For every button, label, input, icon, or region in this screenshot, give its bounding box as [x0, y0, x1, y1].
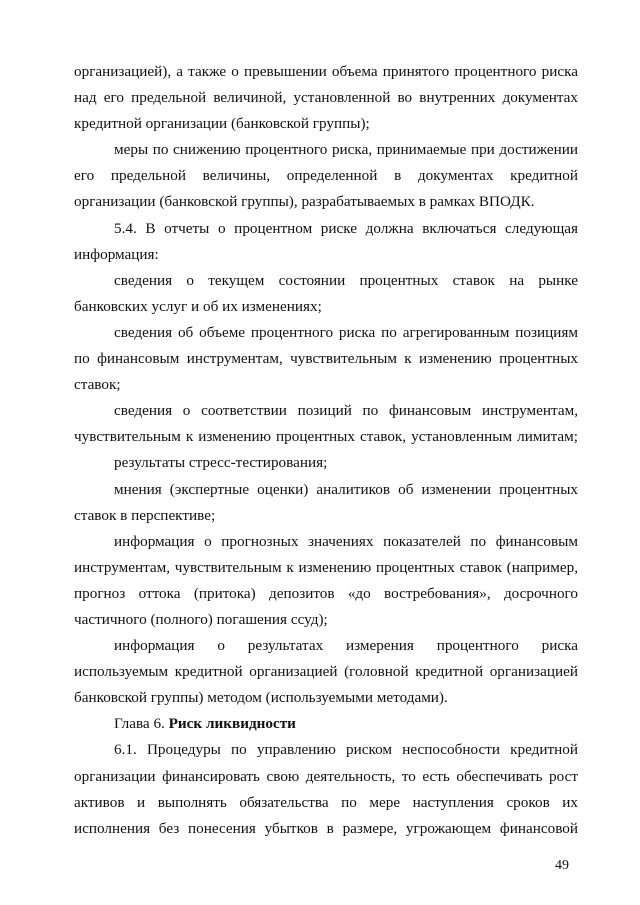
- text-line: частичного (полного) погашения ссуд);: [74, 610, 328, 628]
- text-line: банковской группы) методом (используемыми методами).: [74, 689, 448, 707]
- text-line: его предельной величины, определенной в документах кредитной: [74, 167, 578, 185]
- chapter-heading: [74, 711, 578, 737]
- text-line: банковских услуг и об их изменениях;: [74, 297, 322, 315]
- chapter-title: Риск ликвидности: [168, 715, 296, 733]
- chapter-number: Глава 6.: [114, 715, 165, 733]
- text-line: информация о прогнозных значениях показателей по финансовым: [114, 532, 578, 550]
- text-line: по финансовым инструментам, чувствительным к изменению процентных: [74, 350, 578, 368]
- text-line: организацией), а также о превышении объема принятого процентного риска: [74, 63, 578, 80]
- text-line: организации финансировать свою деятельность, то есть обеспечивать рост: [74, 767, 578, 785]
- text-line: активов и выполнять обязательства по мере наступления сроков их: [74, 793, 578, 811]
- text-line: сведения о текущем состоянии процентных ставок на рынке: [114, 271, 578, 289]
- text-line: исполнения без понесения убытков в размере, угрожающем финансовой: [74, 819, 578, 837]
- text-line: 6.1. Процедуры по управлению риском неспособности кредитной: [114, 741, 578, 759]
- text-line: ставок;: [74, 376, 121, 394]
- document-page: [74, 59, 578, 842]
- text-line: мнения (экспертные оценки) аналитиков об изменении процентных: [114, 480, 578, 498]
- text-line: над его предельной величиной, установленной во внутренних документах: [74, 89, 578, 107]
- text-line: кредитной организации (банковской группы);: [74, 115, 370, 133]
- text-line: сведения об объеме процентного риска по агрегированным позициям: [114, 323, 578, 341]
- text-line: организации (банковской группы), разрабатываемых в рамках ВПОДК.: [74, 193, 535, 211]
- text-line: инструментам, чувствительным к изменению процентных ставок (например,: [74, 558, 578, 576]
- text-line: информация о результатах измерения процентного риска: [114, 637, 578, 655]
- text-line: 5.4. В отчеты о процентном риске должна включаться следующая: [114, 219, 578, 237]
- text-line: информация:: [74, 245, 159, 263]
- text-line: прогноз оттока (притока) депозитов «до востребования», досрочного: [74, 584, 578, 602]
- text-line: меры по снижению процентного риска, принимаемые при достижении: [114, 141, 578, 159]
- text-line: сведения о соответствии позиций по финансовым инструментам,: [114, 402, 578, 420]
- page-number: 49: [555, 858, 569, 873]
- text-line: чувствительным к изменению процентных ставок, установленным лимитам;: [74, 428, 578, 446]
- text-line: используемым кредитной организацией (головной кредитной организацией: [74, 663, 578, 681]
- text-line: ставок в перспективе;: [74, 506, 216, 524]
- text-line: результаты стресс-тестирования;: [114, 454, 328, 472]
